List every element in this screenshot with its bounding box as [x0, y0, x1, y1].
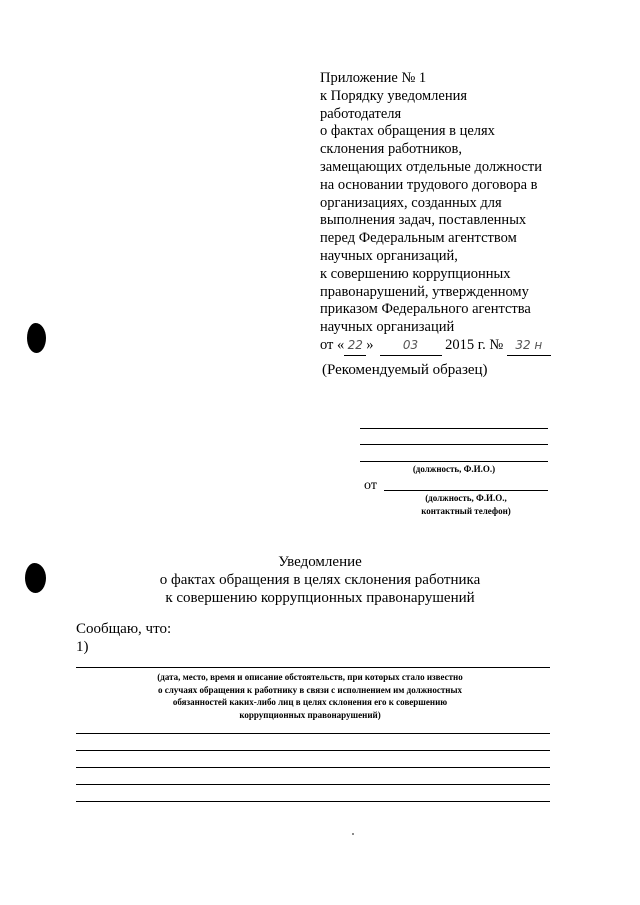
from-caption-line1: (должность, Ф.И.О.,	[425, 493, 507, 503]
from-label: от	[364, 478, 377, 493]
order-date-line	[320, 337, 620, 356]
notice-subtitle: к совершению коррупционных правонарушений	[165, 590, 475, 606]
appendix-line: правонарушений, утвержденному	[320, 283, 529, 300]
punch-hole-mark	[25, 563, 46, 593]
appendix-line: замещающих отдельные должности	[320, 158, 543, 175]
appendix-line: к Порядку уведомления	[320, 87, 468, 104]
intro-text: Сообщаю, что:	[76, 621, 172, 637]
addressee-line	[360, 461, 548, 462]
order-number: 32 н	[507, 337, 551, 356]
from-line	[384, 490, 548, 491]
fill-line	[76, 667, 550, 668]
position-caption: (должность, Ф.И.О.)	[412, 464, 496, 474]
fill-line	[76, 784, 550, 785]
appendix-line: работодателя	[320, 105, 402, 122]
date-day: 22	[344, 337, 366, 356]
addressee-line	[360, 444, 548, 445]
appendix-header	[320, 70, 620, 356]
appendix-line: склонения работников,	[320, 141, 462, 158]
appendix-line: Приложение № 1	[320, 70, 427, 86]
date-month: 03	[380, 337, 442, 356]
fill-line	[76, 733, 550, 734]
item-number: 1)	[76, 639, 89, 655]
from-caption-line2: контактный телефон)	[421, 506, 511, 516]
date-prefix: от «	[320, 336, 345, 353]
appendix-line: организациях, созданных для	[320, 194, 502, 211]
punch-hole-mark	[27, 323, 46, 353]
scan-speck	[352, 833, 354, 835]
fill-line	[76, 750, 550, 751]
appendix-line: приказом Федерального агентства	[320, 301, 531, 318]
fill-line	[76, 767, 550, 768]
appendix-line: к совершению коррупционных	[320, 265, 511, 282]
description-line: обязанностей каких-либо лиц в целях склонения его к совершению	[172, 697, 448, 708]
notice-title: Уведомление	[278, 554, 362, 570]
appendix-line: на основании трудового договора в	[320, 176, 538, 193]
date-year: 2015 г. №	[445, 336, 504, 353]
description-line: коррупционных правонарушений)	[239, 709, 381, 720]
fill-line	[76, 801, 550, 802]
appendix-line: научных организаций,	[320, 247, 458, 264]
appendix-line: о фактах обращения в целях	[320, 123, 495, 140]
appendix-line: научных организаций	[320, 319, 455, 336]
addressee-line	[360, 428, 548, 429]
appendix-line: перед Федеральным агентством	[320, 230, 517, 247]
description-caption	[100, 671, 520, 721]
date-mid: »	[366, 336, 374, 353]
description-line: о случаях обращения к работнику в связи с исполнением им должностных	[157, 684, 462, 695]
recommended-sample-label: (Рекомендуемый образец)	[322, 362, 488, 378]
notice-subtitle: о фактах обращения в целях склонения работника	[159, 572, 481, 588]
description-line: (дата, место, время и описание обстоятельств, при которых стало известно	[157, 672, 463, 682]
appendix-line: выполнения задач, поставленных	[320, 212, 527, 229]
